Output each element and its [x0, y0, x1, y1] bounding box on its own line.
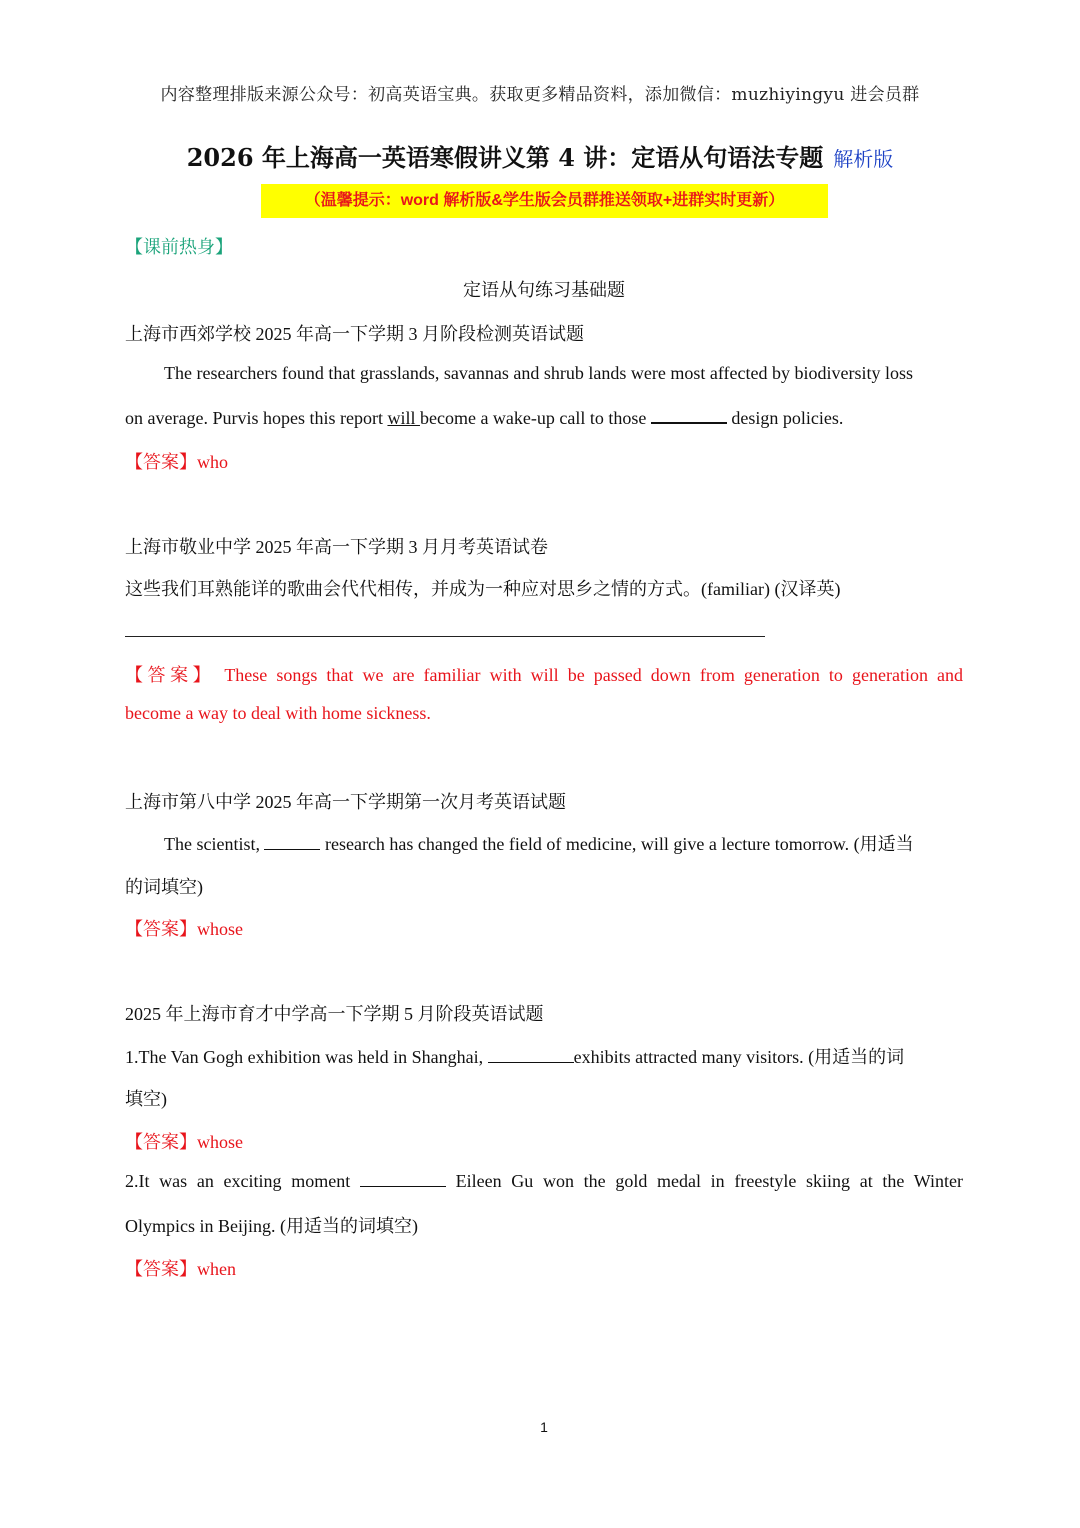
- q4-item2-blank: [360, 1170, 446, 1187]
- header-note: 内容整理排版来源公众号：初高英语宝典。获取更多精品资料，添加微信：muzhiyingyu 进会员群: [160, 85, 920, 105]
- q4-item1-line1: [125, 1043, 904, 1069]
- q3-answer: [125, 915, 243, 941]
- title-text: 2026 年上海高一英语寒假讲义第 4 讲：定语从句语法专题: [186, 143, 824, 172]
- q4-item1-answer: [125, 1128, 243, 1154]
- answer-label: 【答案】: [125, 665, 216, 685]
- q1-line2-c: design policies.: [726, 408, 844, 428]
- q4-item1-a: 1.The Van Gogh exhibition was held in Shanghai,: [125, 1047, 488, 1067]
- q4-item2-line1: [125, 1170, 963, 1192]
- q1-line2-a: on average. Purvis hopes this report: [125, 408, 388, 428]
- q1-line2-b: become a wake-up call to those: [419, 408, 651, 428]
- section-heading: 【课前热身】: [125, 237, 233, 258]
- answer-label: 【答案】: [125, 919, 197, 939]
- answer-label: 【答案】: [125, 1259, 197, 1279]
- q3-answer-value: whose: [197, 919, 243, 939]
- q1-line1: The researchers found that grasslands, savannas and shrub lands were most affected by biodiversity loss: [164, 363, 913, 383]
- q4-item1-line2: 填空): [125, 1089, 167, 1109]
- q4-item1-answer-value: whose: [197, 1132, 243, 1152]
- page-number: 1: [540, 1419, 548, 1435]
- q1-answer: [125, 448, 228, 474]
- q2-answer-line: [125, 636, 765, 637]
- q2-answer-text1: These songs that we are familiar with will be passed down from generation to generation and: [224, 665, 964, 685]
- q3-source: 上海市第八中学 2025 年高一下学期第一次月考英语试题: [125, 792, 566, 812]
- q4-item2-line2: Olympics in Beijing. (用适当的词填空): [125, 1216, 418, 1236]
- tip-banner: （温馨提示：word 解析版&学生版会员群推送领取+进群实时更新）: [261, 184, 828, 218]
- q2-prompt: 这些我们耳熟能详的歌曲会代代相传，并成为一种应对思乡之情的方式。(familiar) (汉译英): [125, 579, 841, 599]
- q3-line1: [164, 830, 914, 856]
- q3-blank: [264, 833, 320, 850]
- q2-answer-line2: become a way to deal with home sickness.: [125, 703, 431, 723]
- q4-item2-a: 2.It was an exciting moment: [125, 1171, 360, 1191]
- answer-label: 【答案】: [125, 452, 197, 472]
- q4-item2-answer: [125, 1255, 236, 1281]
- q4-item2-answer-value: when: [197, 1259, 236, 1279]
- q1-blank: [651, 406, 727, 424]
- q3-line1-b: research has changed the field of medicine, will give a lecture tomorrow. (用适当: [320, 834, 914, 854]
- q4-item1-blank: [488, 1046, 574, 1063]
- q1-answer-value: who: [197, 452, 228, 472]
- q4-item2-b: Eileen Gu won the gold medal in freestyle skiing at the Winter: [445, 1171, 964, 1191]
- q3-line1-a: The scientist,: [164, 834, 265, 854]
- q4-source: 2025 年上海市育才中学高一下学期 5 月阶段英语试题: [125, 1004, 544, 1024]
- q2-source: 上海市敬业中学 2025 年高一下学期 3 月月考英语试卷: [125, 537, 548, 557]
- q3-line2: 的词填空): [125, 877, 203, 897]
- q2-answer-line1: [125, 661, 963, 687]
- title-version: 解析版: [833, 147, 894, 171]
- q4-item1-b: exhibits attracted many visitors. (用适当的词: [573, 1047, 905, 1067]
- subtitle: 定语从句练习基础题: [463, 280, 625, 301]
- q1-line2: [125, 406, 843, 429]
- page-title: [0, 138, 1080, 173]
- answer-label: 【答案】: [125, 1132, 197, 1152]
- q1-underlined-will: will: [387, 408, 420, 428]
- q1-source: 上海市西郊学校 2025 年高一下学期 3 月阶段检测英语试题: [125, 324, 584, 344]
